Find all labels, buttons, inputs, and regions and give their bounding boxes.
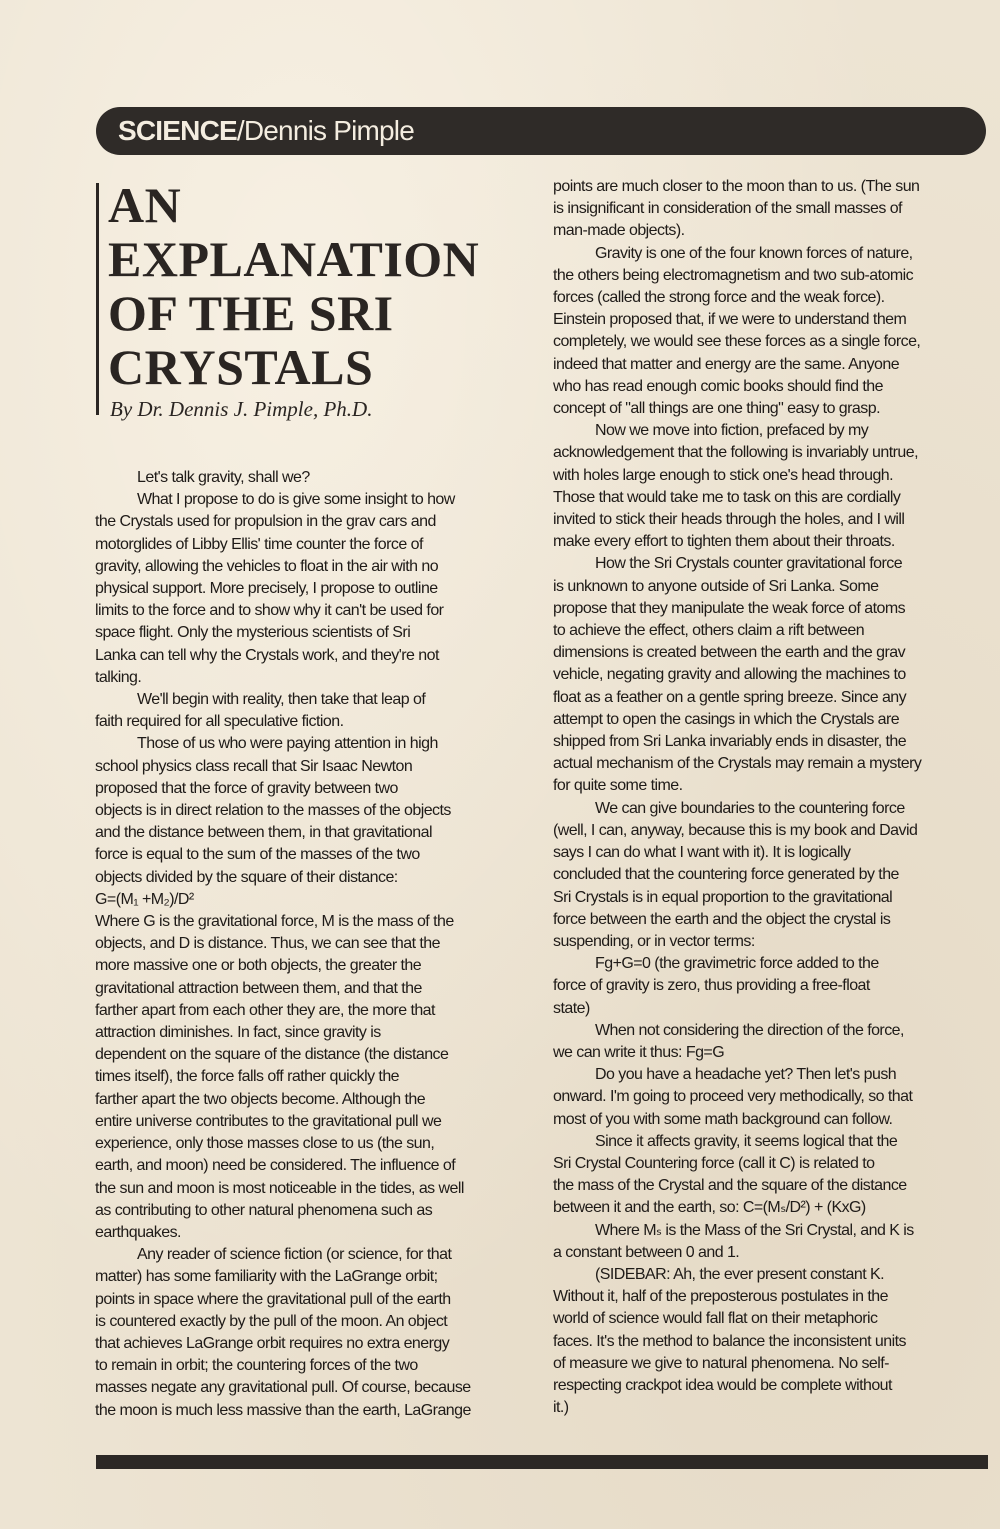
text-line: What I propose to do is give some insight to how [137,491,455,509]
text-line: completely, we would see these forces as a single force, [553,333,921,351]
text-line: dependent on the square of the distance (the distance [95,1046,449,1064]
text-line: vehicle, negating gravity and allowing the machines to [553,666,906,684]
text-line: We can give boundaries to the countering force [595,799,905,817]
text-line: the mass of the Crystal and the square of the distance [553,1177,907,1195]
text-line: attempt to open the casings in which the Crystals are [553,710,900,728]
text-line: Fg+G=0 (the gravimetric force added to the [595,955,879,973]
text-line: we can write it thus: Fg=G [553,1043,725,1061]
text-line: faith required for all speculative fiction. [95,713,344,731]
text-line: a constant between 0 and 1. [553,1243,740,1261]
text-line: that achieves LaGrange orbit requires no extra energy [95,1334,450,1352]
text-line: We'll begin with reality, then take that leap of [137,691,426,709]
text-line: with holes large enough to stick one's head through. [553,466,894,484]
text-line: forces (called the strong force and the weak force). [553,289,885,307]
text-line: Where G is the gravitational force, M is the mass of the [95,913,454,931]
article-byline: By Dr. Dennis J. Pimple, Ph.D. [110,397,373,421]
text-line: for quite some time. [553,777,683,795]
text-line: the Crystals used for propulsion in the grav cars and [95,513,436,531]
title-rule [96,183,99,415]
text-line: faces. It's the method to balance the inconsistent units [553,1332,906,1350]
text-line: objects is in direct relation to the masses of the objects [95,802,451,820]
text-line: points are much closer to the moon than to us. (The sun [553,178,920,195]
text-line: space flight. Only the mysterious scientists of Sri [95,624,411,642]
text-line: Do you have a headache yet? Then let's push [595,1066,897,1084]
text-line: gravitational attraction between them, and that the [95,979,422,997]
text-line: proposed that the force of gravity between two [95,779,398,797]
text-line: the sun and moon is most noticeable in the tides, as well [95,1179,464,1197]
text-line: Let's talk gravity, shall we? [137,469,310,486]
title-line: EXPLANATION [108,231,480,287]
text-line: dimensions is created between the earth and the grav [553,644,906,662]
text-line: most of you with some math background can follow. [553,1110,893,1128]
text-line: propose that they manipulate the weak force of atoms [553,599,906,617]
text-line: concluded that the countering force generated by the [553,866,899,884]
text-line: world of science would fall flat on their metaphoric [553,1310,878,1328]
text-line: to achieve the effect, others claim a rift between [553,622,865,640]
text-line: the others being electromagnetism and two sub-atomic [553,266,914,284]
text-line: actual mechanism of the Crystals may remain a mystery [553,755,922,773]
column-author: Dennis Pimple [243,115,414,146]
text-line: and the distance between them, in that gravitational [95,824,432,842]
text-line: limits to the force and to show why it can't be used for [95,602,444,620]
text-line: Sri Crystal Countering force (call it C) is related to [553,1154,875,1172]
text-line: physical support. More precisely, I propose to outline [95,580,438,598]
text-line: the moon is much less massive than the earth, LaGrange [95,1401,471,1419]
text-line: concept of "all things are one thing" easy to grasp. [553,400,880,418]
text-line: more massive one or both objects, the greater the [95,957,422,975]
text-line: gravity, allowing the vehicles to float in the air with no [95,557,439,575]
text-line: state) [553,999,590,1017]
title-line: AN [108,177,182,233]
text-line: float as a feather on a gentle spring breeze. Since any [553,688,907,706]
text-line: Gravity is one of the four known forces of nature, [595,244,913,262]
text-line: motorglides of Libby Ellis' time counter the force of [95,535,423,553]
text-line: masses negate any gravitational pull. Of course, because [95,1379,471,1397]
text-line: entire universe contributes to the gravitational pull we [95,1112,442,1130]
text-line: indeed that matter and energy are the same. Anyone [553,355,900,373]
title-line: OF THE SRI [108,285,394,341]
text-line: Now we move into fiction, prefaced by my [595,422,869,440]
text-line: attraction diminishes. In fact, since gravity is [95,1024,381,1042]
text-line: force between the earth and the object the crystal is [553,910,891,928]
text-line: as contributing to other natural phenomena such as [95,1201,433,1219]
text-line: force of gravity is zero, thus providing a free-float [553,977,870,995]
text-line: respecting crackpot idea would be complete without [553,1376,892,1394]
text-line: matter) has some familiarity with the LaGrange orbit; [95,1268,438,1286]
text-line: is unknown to anyone outside of Sri Lanka. Some [553,577,879,595]
text-line: of measure we give to natural phenomena. No self- [553,1354,889,1372]
section-header-bar [96,107,986,155]
text-line: (SIDEBAR: Ah, the ever present constant K. [595,1265,885,1283]
text-line: Where Mₛ is the Mass of the Sri Crystal, and K is [595,1221,914,1239]
text-line: earth, and moon) need be considered. The influence of [95,1157,456,1175]
text-line: onward. I'm going to proceed very methodically, so that [553,1088,913,1106]
text-line: suspending, or in vector terms: [553,932,755,950]
text-line: shipped from Sri Lanka invariably ends in disaster, the [553,733,907,751]
title-line: CRYSTALS [108,339,374,395]
left-text-column [95,467,525,1422]
text-line: Sri Crystals is in equal proportion to the gravitational [553,888,893,906]
text-line: farther apart from each other they are, the more that [95,1001,435,1019]
text-line: objects, and D is distance. Thus, we can see that the [95,935,440,953]
text-line: When not considering the direction of the force, [595,1021,904,1039]
text-line: Since it affects gravity, it seems logical that the [595,1132,898,1150]
text-line: Without it, half of the preposterous postulates in the [553,1288,888,1306]
text-line: make every effort to tighten them about their throats. [553,533,895,551]
text-line: times itself), the force falls off rather quickly the [95,1068,400,1086]
text-line: Those that would take me to task on this are cordially [553,488,901,506]
text-line: experience, only those masses close to us (the sun, [95,1135,435,1153]
article-title [108,178,528,394]
text-line: earthquakes. [95,1223,181,1241]
text-line: between it and the earth, so: C=(Mₛ/D²) + (KxG) [553,1199,866,1217]
text-line: Einstein proposed that, if we were to understand them [553,311,907,329]
text-line: who has read enough comic books should find the [553,377,883,395]
text-line: G=(M₁ +M₂)/D² [95,890,194,908]
section-header-label [118,112,414,150]
text-line: says I can do what I want with it). It is logically [553,844,851,862]
text-line: (well, I can, anyway, because this is my book and David [553,821,918,839]
section-separator: / [236,115,244,146]
text-line: How the Sri Crystals counter gravitational force [595,555,903,573]
text-line: Those of us who were paying attention in high [137,735,438,753]
text-line: acknowledgement that the following is invariably untrue, [553,444,918,462]
text-line: objects divided by the square of their distance: [95,868,398,886]
section-name: SCIENCE [118,115,237,146]
text-line: it.) [553,1399,569,1417]
text-line: force is equal to the sum of the masses of the two [95,846,420,864]
bottom-rule [96,1455,988,1469]
text-line: is countered exactly by the pull of the moon. An object [95,1312,448,1330]
text-line: man-made objects). [553,222,685,240]
text-line: invited to stick their heads through the holes, and I will [553,511,905,529]
text-line: Any reader of science fiction (or science, for that [137,1246,452,1264]
text-line: talking. [95,668,142,686]
text-line: farther apart the two objects become. Although the [95,1090,426,1108]
text-line: is insignificant in consideration of the small masses of [553,200,902,218]
text-line: Lanka can tell why the Crystals work, and they're not [95,646,439,664]
right-text-column [553,176,978,1419]
text-line: school physics class recall that Sir Isaac Newton [95,757,413,775]
text-line: to remain in orbit; the countering forces of the two [95,1357,418,1375]
text-line: points in space where the gravitational pull of the earth [95,1290,451,1308]
